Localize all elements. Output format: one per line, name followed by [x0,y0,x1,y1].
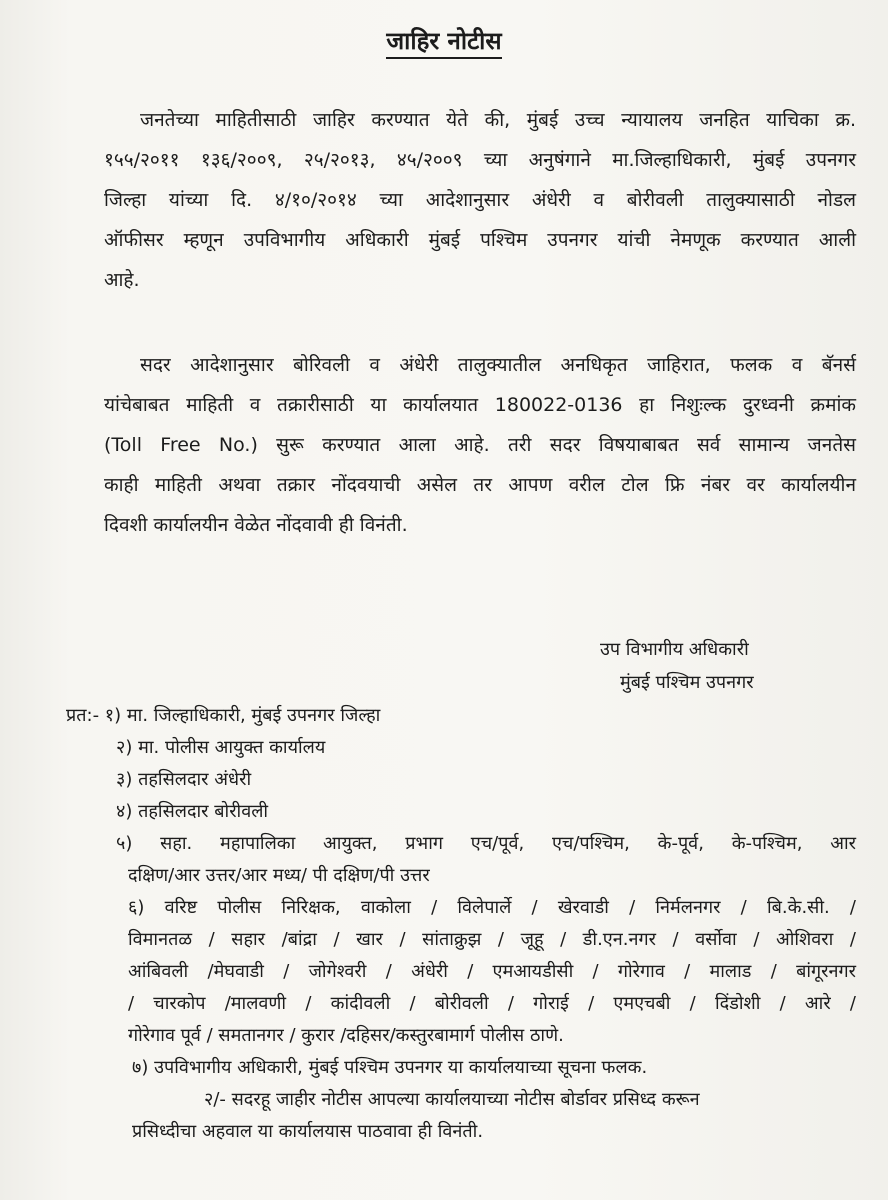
copy-item: ७) उपविभागीय अधिकारी, मुंबई पश्चिम उपनगर या कार्यालयाच्या सूचना फलक. [132,1057,648,1078]
paragraph-line: ऑफीसर म्हणून उपविभागीय अधिकारी मुंबई पश्चिम उपनगर यांची नेमणूक करण्यात आली [104,229,856,251]
copy-item-continuation: गोरेगाव पूर्व / समतानगर / कुरार /दहिसर/कस्तुरबामार्ग पोलीस ठाणे. [128,1025,564,1046]
paragraph-line: सदर आदेशानुसार बोरिवली व अंधेरी तालुक्यातील अनधिकृत जाहिरात, फलक व बॅनर्स [140,354,856,376]
notice-title-text: जाहिर नोटीस [386,27,501,59]
paragraph-appointment [104,100,856,300]
paragraph-line: दिवशी कार्यालयीन वेळेत नोंदवावी ही विनंती. [104,514,408,536]
paragraph-line: काही माहिती अथवा तक्रार नोंदवयाची असेल तर आपण वरील टोल फ्रि नंबर वर कार्यालयीन [104,474,856,496]
paragraph-line: यांचेबाबत माहिती व तक्रारीसाठी या कार्यालयात 180022-0136 हा निशुःल्क दुरध्वनी क्रमांक [104,394,856,416]
paragraph-line: जिल्हा यांच्या दि. ४/१०/२०१४ च्या आदेशानुसार अंधेरी व बोरीवली तालुक्यासाठी नोडल [104,189,856,211]
copy-item: प्रत:- १) मा. जिल्हाधिकारी, मुंबई उपनगर जिल्हा [66,705,381,726]
notice-title [0,24,888,57]
paragraph-line: आहे. [104,269,140,291]
signatory-office: मुंबई पश्चिम उपनगर [620,672,754,693]
paragraph-line: जनतेच्या माहितीसाठी जाहिर करण्यात येते की, मुंबई उच्च न्यायालय जनहित याचिका क्र. [140,109,856,131]
copy-item-continuation: / चारकोप /मालवणी / कांदीवली / बोरीवली / गोराई / एमएचबी / दिंडोशी / आरे / [128,993,856,1014]
closing-note: २/- सदरहू जाहीर नोटीस आपल्या कार्यालयाच्या नोटीस बोर्डावर प्रसिध्द करून [204,1089,700,1110]
copy-item: ४) तहसिलदार बोरीवली [116,801,269,822]
copy-item: ३) तहसिलदार अंधेरी [116,769,252,790]
copy-item: ५) सहा. महापालिका आयुक्त, प्रभाग एच/पूर्व, एच/पश्चिम, के-पूर्व, के-पश्चिम, आर [116,833,856,854]
copy-item: २) मा. पोलीस आयुक्त कार्यालय [116,737,326,758]
copy-item-continuation: दक्षिण/आर उत्तर/आर मध्य/ पी दक्षिण/पी उत्तर [128,865,430,886]
paragraph-toll-free [104,345,856,545]
copies-list [66,700,856,1148]
closing-note-continuation: प्रसिध्दीचा अहवाल या कार्यालयास पाठवावा ही विनंती. [132,1121,484,1142]
paragraph-line: १५५/२०११ १३६/२००९, २५/२०१३, ४५/२००९ च्या अनुषंगाने मा.जिल्हाधिकारी, मुंबई उपनगर [104,149,856,171]
copy-item: ६) वरिष्ट पोलीस निरिक्षक, वाकोला / विलेपार्ले / खेरवाडी / निर्मलनगर / बि.के.सी. / [128,897,856,918]
copy-item-continuation: आंबिवली /मेघवाडी / जोगेश्वरी / अंधेरी / एमआयडीसी / गोरेगाव / मालाड / बांगूरनगर [128,961,856,982]
paragraph-line: (Toll Free No.) सुरू करण्यात आला आहे. तरी सदर विषयाबाबत सर्व सामान्य जनतेस [104,434,856,456]
copy-item-continuation: विमानतळ / सहार /बांद्रा / खार / सांताक्रुझ / जूहू / डी.एन.नगर / वर्सोवा / ओशिवरा / [128,929,856,950]
signatory-designation: उप विभागीय अधिकारी [600,639,749,660]
